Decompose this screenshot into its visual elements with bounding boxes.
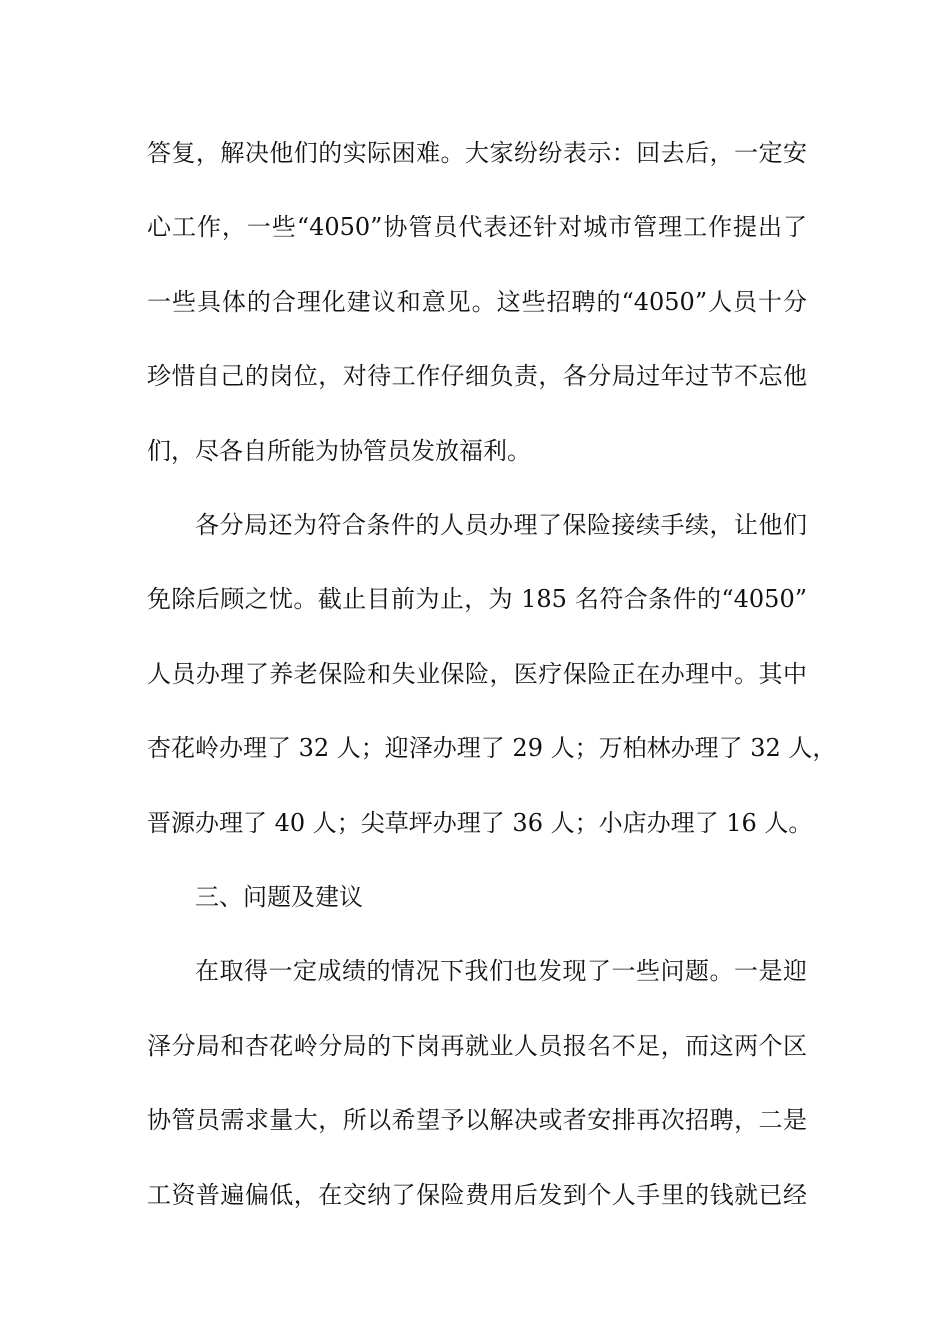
section-heading: 三、问题及建议 [195, 883, 363, 911]
paragraph-first-line: 在取得一定成绩的情况下我们也发现了一些问题。一是迎 [195, 957, 807, 985]
text-line: 人员办理了养老保险和失业保险，医疗保险正在办理中。其中 [147, 660, 807, 688]
paragraph-end-line: 晋源办理了 40 人；尖草坪办理了 36 人；小店办理了 16 人。 [147, 809, 813, 837]
text-line: 一些具体的合理化建议和意见。这些招聘的“4050”人员十分 [147, 288, 807, 316]
text-line: 泽分局和杏花岭分局的下岗再就业人员报名不足，而这两个区 [147, 1032, 807, 1060]
text-line: 心工作，一些“4050”协管员代表还针对城市管理工作提出了 [147, 213, 807, 241]
text-line: 免除后顾之忧。截止目前为止，为 185 名符合条件的“4050” [147, 585, 807, 613]
paragraph-end-line: 们，尽各自所能为协管员发放福利。 [147, 437, 531, 465]
text-line: 杏花岭办理了 32 人；迎泽办理了 29 人；万柏林办理了 32 人， [147, 734, 837, 762]
text-line: 珍惜自己的岗位，对待工作仔细负责，各分局过年过节不忘他 [147, 362, 807, 390]
text-line: 答复，解决他们的实际困难。大家纷纷表示：回去后，一定安 [147, 139, 807, 167]
paragraph-first-line: 各分局还为符合条件的人员办理了保险接续手续，让他们 [195, 511, 807, 539]
text-line: 工资普遍偏低，在交纳了保险费用后发到个人手里的钱就已经 [147, 1181, 807, 1209]
text-line: 协管员需求量大，所以希望予以解决或者安排再次招聘，二是 [147, 1106, 807, 1134]
